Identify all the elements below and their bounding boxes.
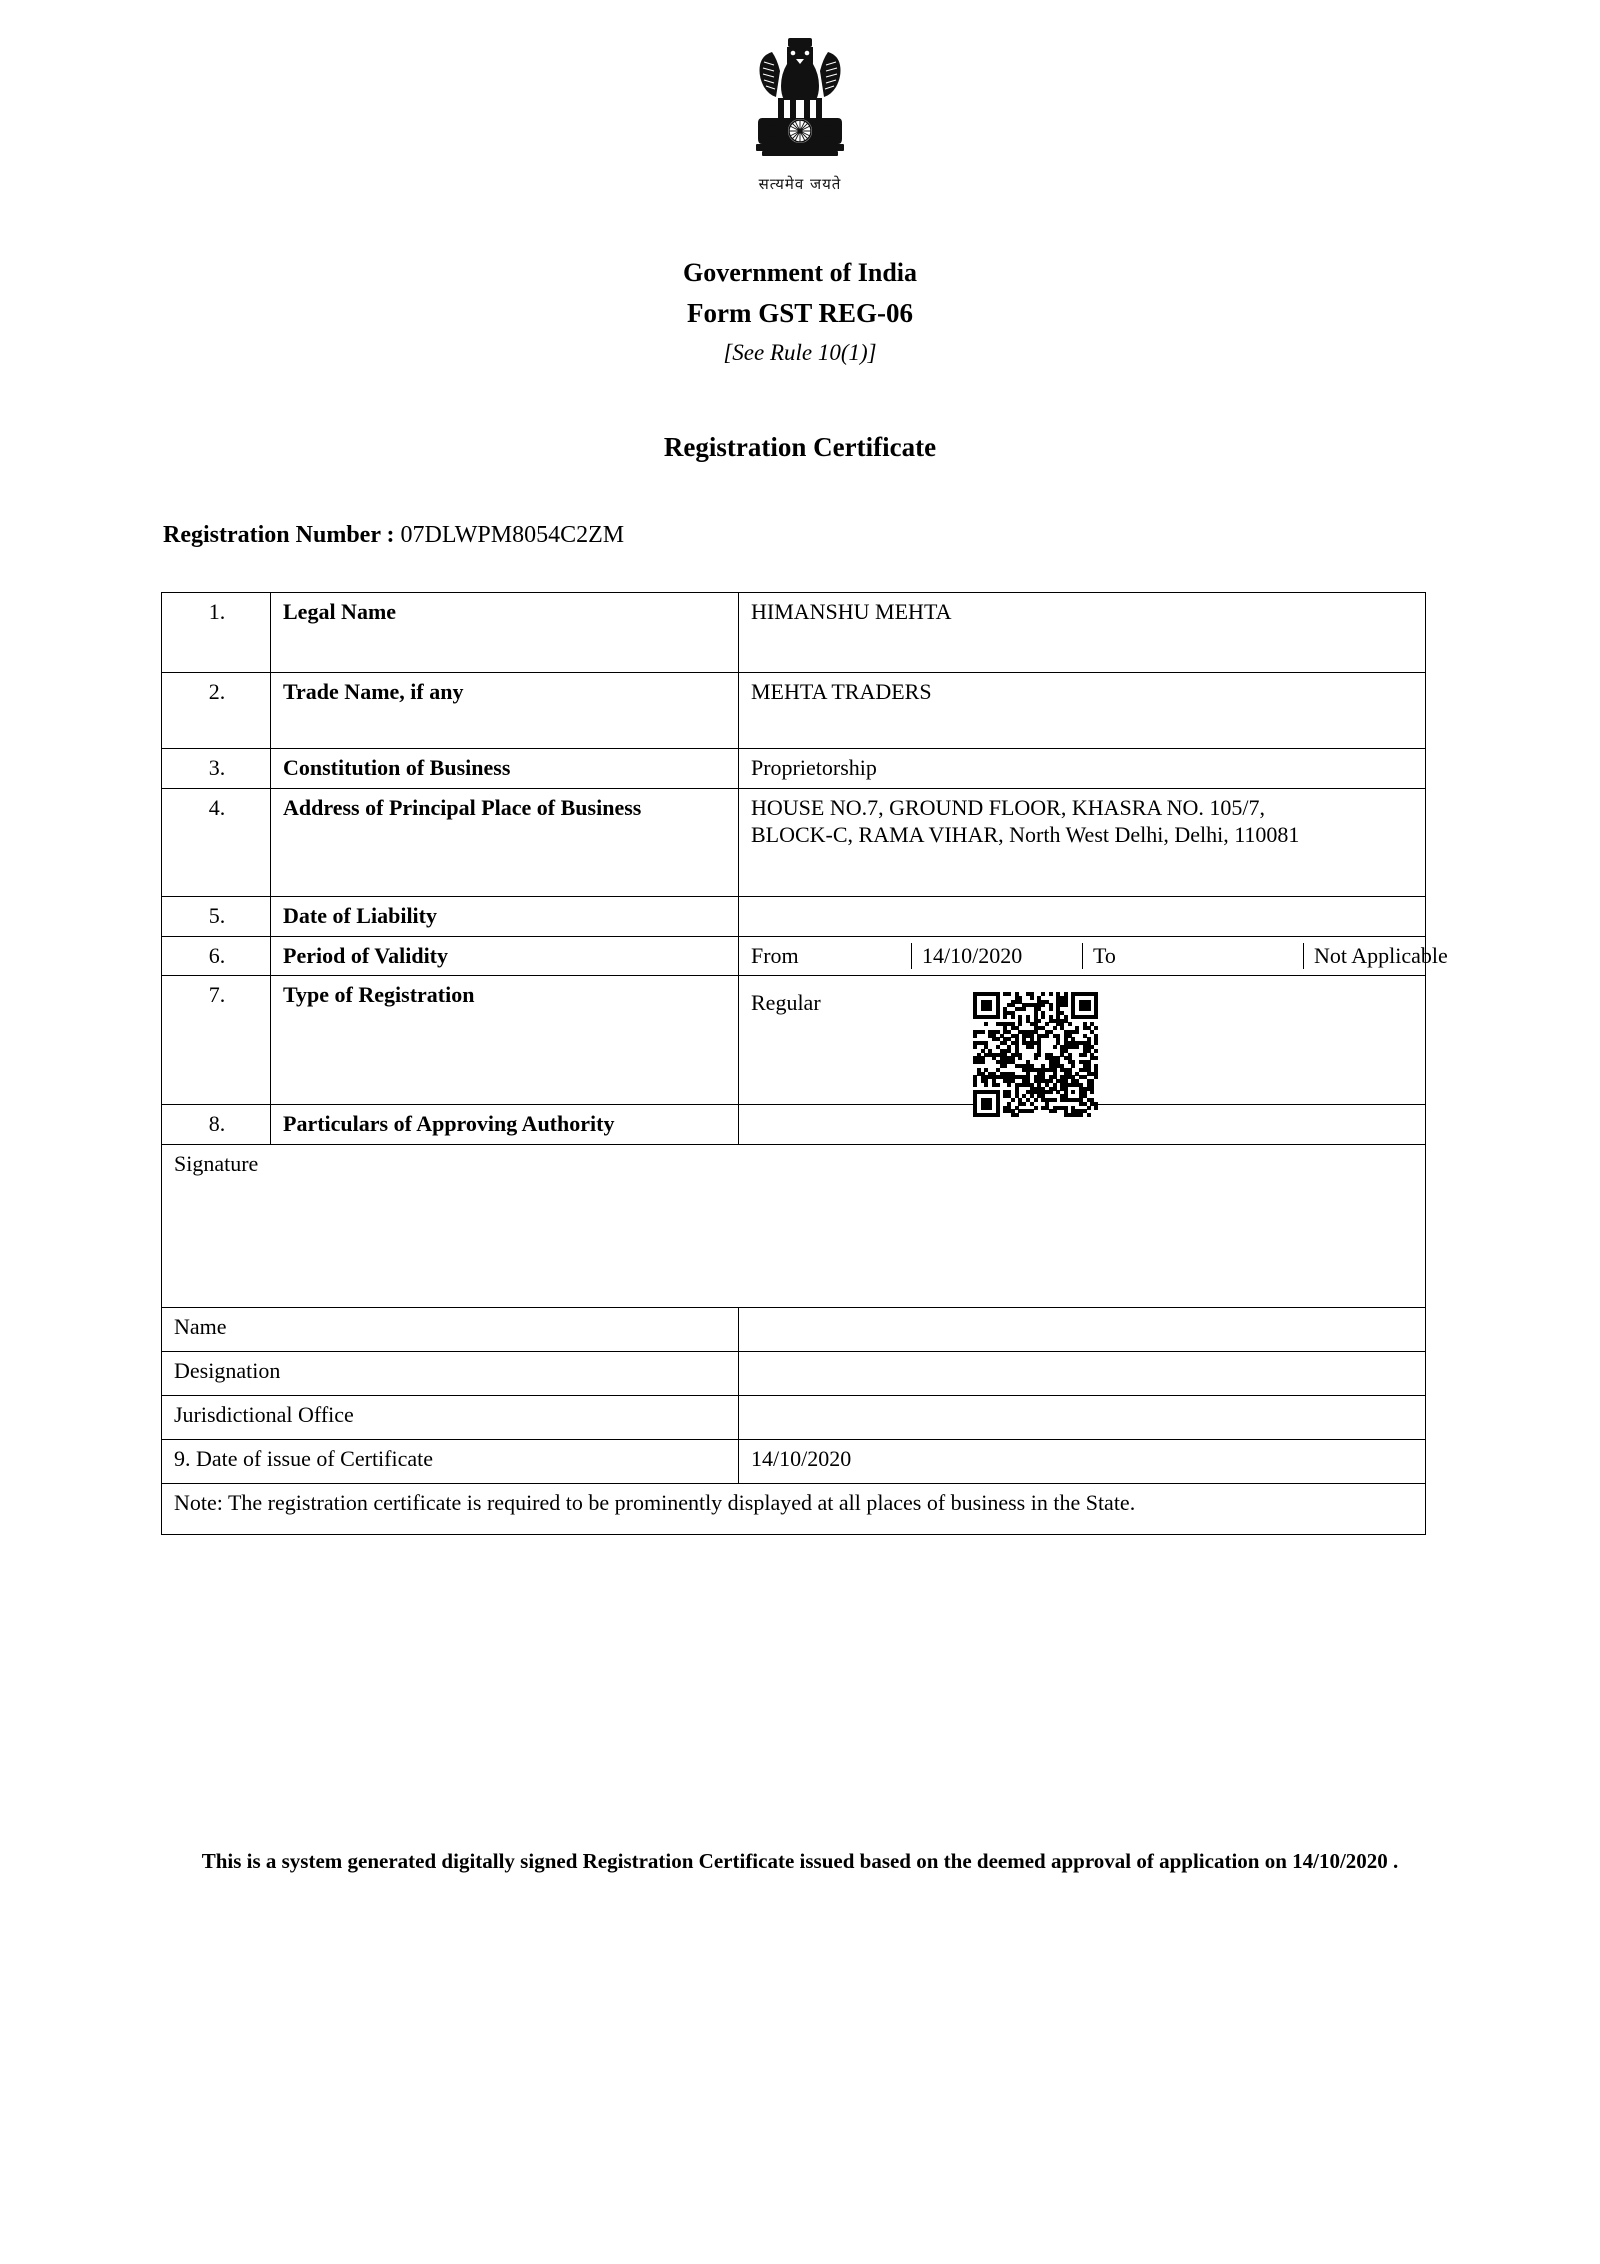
table-row-date-of-issue [162, 1440, 1426, 1484]
row-value [739, 896, 1426, 936]
certificate-details-table [161, 592, 1448, 1535]
row-label: Period of Validity [271, 936, 739, 976]
emblem-block [0, 28, 1600, 194]
row-value: MEHTA TRADERS [739, 673, 1426, 749]
table-row-signature [162, 1145, 1426, 1308]
table-row-legal-name [162, 593, 1426, 673]
validity-to-label: To [1083, 943, 1304, 970]
table-row-authority-designation [162, 1352, 1426, 1396]
table-row-note [162, 1484, 1426, 1535]
address-line-2: BLOCK-C, RAMA VIHAR, North West Delhi, Delhi, 110081 [751, 821, 1300, 847]
row-serial: 8. [162, 1105, 271, 1145]
row-value: Proprietorship [739, 749, 1426, 789]
type-of-registration-value: Regular [751, 990, 821, 1016]
authority-designation-label: Designation [162, 1352, 739, 1396]
signature-label: Signature [162, 1145, 1426, 1308]
row-label: Date of Liability [271, 896, 739, 936]
registration-number-value: 07DLWPM8054C2ZM [400, 522, 625, 548]
jurisdictional-office-value [739, 1396, 1426, 1440]
table-row-jurisdictional-office [162, 1396, 1426, 1440]
period-of-validity-group [739, 936, 1448, 976]
qr-code [973, 992, 1098, 1117]
row-serial: 3. [162, 749, 271, 789]
row-serial: 2. [162, 673, 271, 749]
table-row-period-of-validity [162, 936, 1426, 976]
row-label: Type of Registration [271, 976, 739, 1105]
table-row-trade-name [162, 673, 1426, 749]
row-label: Legal Name [271, 593, 739, 673]
form-heading: Form GST REG-06 [686, 298, 913, 328]
table-row-authority-name [162, 1308, 1426, 1352]
row-serial: 7. [162, 976, 271, 1105]
row-value [739, 788, 1426, 896]
address-line-1: HOUSE NO.7, GROUND FLOOR, KHASRA NO. 105/7, [751, 794, 1265, 820]
validity-from-label: From [751, 942, 799, 968]
registration-number-label: Registration Number : [163, 522, 401, 548]
row-serial: 4. [162, 788, 271, 896]
row-serial: 5. [162, 896, 271, 936]
table-row-approving-authority [162, 1105, 1426, 1145]
government-heading: Government of India [683, 258, 917, 287]
row-label: Trade Name, if any [271, 673, 739, 749]
state-emblem-of-india-icon [742, 28, 858, 173]
qr-code-canvas [973, 992, 1098, 1117]
row-label: Constitution of Business [271, 749, 739, 789]
validity-from-date: 14/10/2020 [912, 943, 1083, 970]
row-value-with-qr [739, 976, 1426, 1105]
table-row-date-of-liability [162, 896, 1426, 936]
footer-note: This is a system generated digitally signed Registration Certificate issued based on the deemed approval of application on 14/10/2020 . [201, 1849, 1399, 1873]
table-row-type-of-registration [162, 976, 1426, 1105]
row-serial: 1. [162, 593, 271, 673]
page-title: Registration Certificate [663, 432, 937, 462]
row-label: Address of Principal Place of Business [271, 788, 739, 896]
validity-to-date: Not Applicable [1304, 943, 1426, 970]
table-row-address [162, 788, 1426, 896]
note-text: Note: The registration certificate is required to be prominently displayed at all places of business in the State. [162, 1484, 1426, 1535]
jurisdictional-office-label: Jurisdictional Office [162, 1396, 739, 1440]
rule-reference: [See Rule 10(1)] [723, 340, 877, 365]
registration-number-line [163, 522, 624, 549]
authority-name-value [739, 1308, 1426, 1352]
emblem-motto: सत्यमेव जयते [758, 175, 842, 193]
table-row-constitution [162, 749, 1426, 789]
date-of-issue-value: 14/10/2020 [739, 1440, 1426, 1484]
row-value: HIMANSHU MEHTA [739, 593, 1426, 673]
authority-designation-value [739, 1352, 1426, 1396]
row-label: Particulars of Approving Authority [271, 1105, 739, 1145]
row-serial: 6. [162, 936, 271, 976]
date-of-issue-label: 9. Date of issue of Certificate [162, 1440, 739, 1484]
authority-name-label: Name [162, 1308, 739, 1352]
